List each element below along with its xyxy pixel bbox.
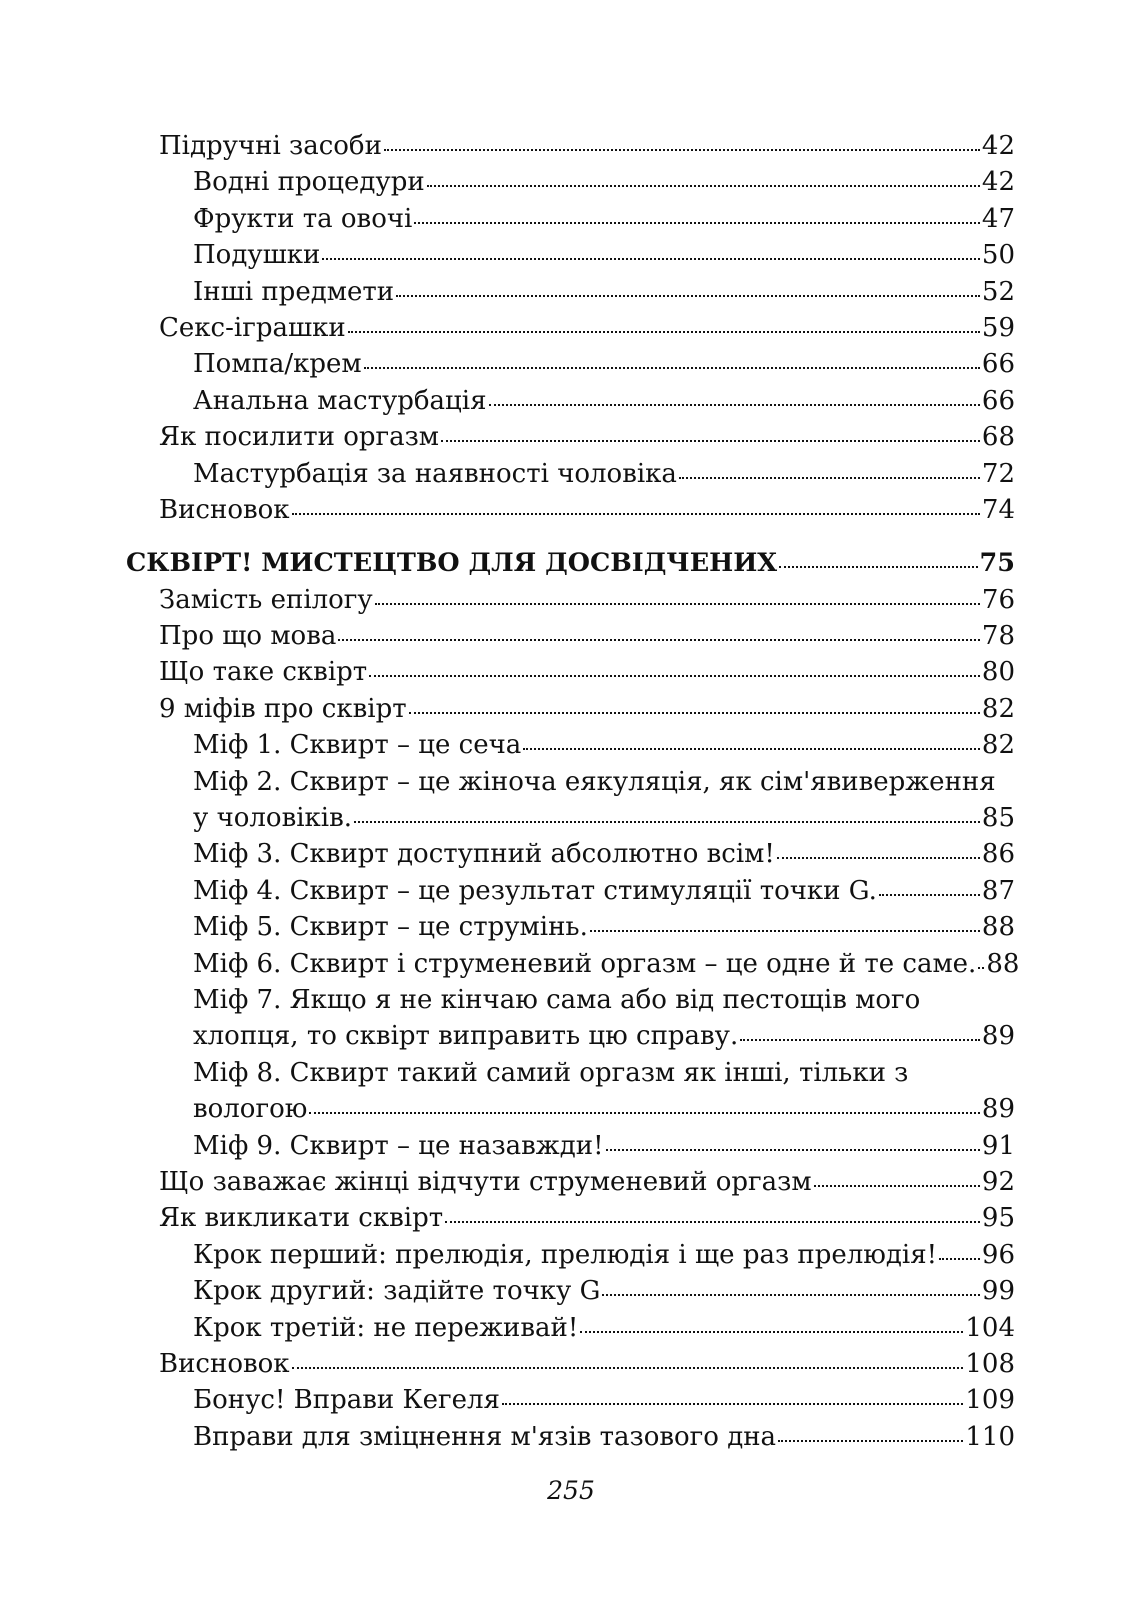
toc-entry-page: 92 — [981, 1166, 1015, 1197]
toc-entry-title: Фрукти та овочі — [193, 203, 413, 234]
toc-entry[interactable] — [159, 1419, 1015, 1455]
toc-entry-continuation[interactable] — [159, 1018, 1015, 1054]
dot-leader — [445, 1221, 980, 1223]
toc-entry-title: Підручні засоби — [159, 131, 382, 161]
toc-entry[interactable] — [159, 691, 1015, 727]
dot-leader — [364, 367, 980, 369]
toc-entry-page: 82 — [981, 730, 1015, 761]
toc-entry-title: Крок другий: задійте точку G — [193, 1276, 601, 1307]
toc-entry-page: 99 — [981, 1276, 1015, 1307]
toc-entry-page: 74 — [981, 494, 1015, 525]
toc-entry-title: Мастурбація за наявності чоловіка — [193, 458, 677, 489]
toc-entry[interactable] — [159, 1273, 1015, 1309]
toc-entry-page: 89 — [981, 1021, 1015, 1052]
toc-entry[interactable] — [159, 946, 1020, 982]
dot-leader — [580, 1331, 963, 1333]
toc-entry[interactable] — [159, 836, 1015, 872]
table-of-contents — [126, 128, 1020, 1455]
toc-entry-title: Водні процедури — [193, 167, 425, 198]
dot-leader — [590, 930, 980, 932]
toc-entry[interactable] — [159, 128, 1015, 164]
dot-leader — [384, 149, 980, 151]
toc-entry-page: 75 — [979, 548, 1015, 579]
dot-leader — [778, 1440, 963, 1442]
dot-leader — [441, 440, 980, 442]
toc-entry-page: 76 — [981, 584, 1015, 615]
dot-leader — [414, 222, 980, 224]
toc-entry-page: 87 — [981, 875, 1015, 906]
toc-entry-title: Крок перший: прелюдія, прелюдія і ще раз прелюдія! — [193, 1239, 938, 1270]
toc-chapter-heading[interactable] — [126, 545, 1015, 581]
dot-leader — [427, 185, 980, 187]
dot-leader — [502, 1403, 963, 1405]
toc-entry[interactable] — [159, 873, 1015, 909]
toc-entry-title: Міф 7. Якщо я не кінчаю сама або від пестощів мого — [193, 984, 921, 1015]
dot-leader — [292, 1367, 964, 1369]
toc-entry[interactable] — [159, 164, 1015, 200]
dot-leader — [879, 894, 980, 896]
dot-leader — [978, 967, 984, 969]
dot-leader — [375, 603, 980, 605]
toc-entry-page: 89 — [981, 1094, 1015, 1125]
dot-leader — [348, 331, 980, 333]
toc-entry-page: 66 — [981, 349, 1015, 380]
toc-entry-title: Крок третій: не переживай! — [193, 1312, 579, 1343]
toc-entry[interactable] — [159, 456, 1015, 492]
toc-entry-page: 85 — [981, 803, 1015, 834]
dot-leader — [606, 1149, 980, 1151]
toc-entry-page: 59 — [981, 312, 1015, 343]
toc-entry[interactable] — [159, 383, 1015, 419]
toc-entry-page: 42 — [981, 167, 1015, 198]
toc-entry[interactable] — [159, 1237, 1015, 1273]
toc-entry[interactable] — [159, 310, 1015, 346]
toc-entry[interactable] — [159, 201, 1015, 237]
dot-leader — [489, 404, 980, 406]
toc-entry[interactable] — [159, 419, 1015, 455]
toc-entry-page: 86 — [981, 839, 1015, 870]
dot-leader — [396, 295, 980, 297]
toc-entry-title: Міф 8. Сквирт такий самий оргазм як інші, тільки з — [193, 1057, 909, 1088]
toc-entry[interactable] — [159, 909, 1015, 945]
toc-entry-page: 42 — [981, 131, 1015, 161]
toc-entry-page: 110 — [965, 1421, 1015, 1452]
toc-entry-title: Що заважає жінці відчути струменевий оргазм — [159, 1166, 812, 1197]
toc-entry-title: Вправи для зміцнення м'язів тазового дна — [193, 1421, 777, 1452]
toc-entry-title: Секс-іграшки — [159, 312, 346, 343]
dot-leader — [939, 1258, 980, 1260]
toc-entry-title: Помпа/крем — [193, 349, 362, 380]
dot-leader — [354, 821, 980, 823]
toc-entry-title: Висновок — [159, 494, 290, 525]
toc-entry-page: 104 — [965, 1312, 1015, 1343]
toc-entry-title: Міф 5. Сквирт – це струмінь. — [193, 912, 588, 943]
toc-entry-title: Про що мова — [159, 621, 337, 652]
dot-leader — [322, 258, 980, 260]
toc-entry-title: Як посилити оргазм — [159, 422, 440, 453]
toc-entry-page: 91 — [981, 1130, 1015, 1161]
toc-entry-title: СКВІРТ! МИСТЕЦТВО ДЛЯ ДОСВІДЧЕНИХ — [126, 548, 778, 579]
toc-entry-page: 47 — [981, 203, 1015, 234]
toc-entry-page: 88 — [986, 948, 1020, 979]
toc-entry-title: Подушки — [193, 240, 321, 271]
toc-entry[interactable] — [159, 1310, 1015, 1346]
dot-leader — [679, 477, 980, 479]
toc-entry-title: Міф 2. Сквирт – це жіноча еякуляція, як сім'явиверження — [193, 766, 996, 797]
toc-entry-title: Міф 6. Сквирт і струменевий оргазм – це одне й те саме. — [193, 948, 977, 979]
toc-entry-page: 109 — [965, 1385, 1015, 1416]
toc-entry[interactable] — [159, 582, 1015, 618]
toc-entry-page: 108 — [965, 1348, 1015, 1379]
dot-leader — [523, 748, 980, 750]
dot-leader — [779, 566, 977, 568]
toc-entry[interactable] — [159, 237, 1015, 273]
toc-entry-page: 88 — [981, 912, 1015, 943]
toc-entry-title: Бонус! Вправи Кегеля — [193, 1385, 500, 1416]
toc-entry-title: Що таке сквірт — [159, 657, 368, 688]
toc-entry-title: Замість епілогу — [159, 584, 373, 615]
toc-entry-title: Висновок — [159, 1348, 290, 1379]
page-number: 255 — [547, 1476, 595, 1505]
dot-leader — [777, 857, 980, 859]
toc-entry-page: 78 — [981, 621, 1015, 652]
toc-entry[interactable] — [159, 274, 1015, 310]
toc-entry[interactable] — [159, 1128, 1015, 1164]
toc-entry-continuation[interactable] — [159, 1091, 1015, 1127]
toc-entry-continuation[interactable] — [159, 800, 1015, 836]
toc-entry[interactable] — [159, 1164, 1015, 1200]
toc-entry-title: Міф 4. Сквирт – це результат стимуляції точки G. — [193, 875, 877, 906]
dot-leader — [409, 712, 980, 714]
dot-leader — [369, 675, 980, 677]
toc-entry-page: 66 — [981, 385, 1015, 416]
toc-entry[interactable] — [159, 618, 1015, 654]
toc-entry[interactable] — [159, 982, 1015, 1018]
toc-entry-title: Інші предмети — [193, 276, 395, 307]
toc-entry-page: 95 — [981, 1203, 1015, 1234]
toc-entry[interactable] — [159, 492, 1015, 528]
toc-entry-title-continued: вологою — [193, 1094, 308, 1125]
dot-leader — [740, 1039, 980, 1041]
dot-leader — [814, 1185, 980, 1187]
toc-entry-title: Анальна мастурбація — [193, 385, 487, 416]
toc-entry-page: 52 — [981, 276, 1015, 307]
toc-entry-page: 68 — [981, 422, 1015, 453]
toc-entry-page: 50 — [981, 240, 1015, 271]
toc-entry[interactable] — [159, 346, 1015, 382]
toc-entry-title: Міф 9. Сквирт – це назавжди! — [193, 1130, 604, 1161]
toc-entry-title: Як викликати сквірт — [159, 1203, 444, 1234]
toc-entry-title-continued: у чоловіків. — [193, 803, 352, 834]
toc-entry[interactable] — [159, 1055, 1015, 1091]
toc-entry-page: 80 — [981, 657, 1015, 688]
toc-entry-page: 96 — [981, 1239, 1015, 1270]
dot-leader — [309, 1112, 980, 1114]
dot-leader — [338, 639, 980, 641]
toc-entry[interactable] — [159, 1382, 1015, 1418]
toc-entry-page: 82 — [981, 693, 1015, 724]
toc-entry[interactable] — [159, 1346, 1015, 1382]
toc-entry[interactable] — [159, 727, 1015, 763]
toc-entry-title: 9 міфів про сквірт — [159, 693, 407, 724]
toc-entry[interactable] — [159, 654, 1015, 690]
toc-entry-title: Міф 1. Сквирт – це сеча — [193, 730, 522, 761]
toc-entry-title: Міф 3. Сквирт доступний абсолютно всім! — [193, 839, 775, 870]
dot-leader — [292, 513, 980, 515]
toc-entry-title-continued: хлопця, то сквірт виправить цю справу. — [193, 1021, 739, 1052]
toc-entry[interactable] — [159, 764, 1015, 800]
toc-entry[interactable] — [159, 1200, 1015, 1236]
toc-entry-page: 72 — [981, 458, 1015, 489]
dot-leader — [602, 1294, 980, 1296]
